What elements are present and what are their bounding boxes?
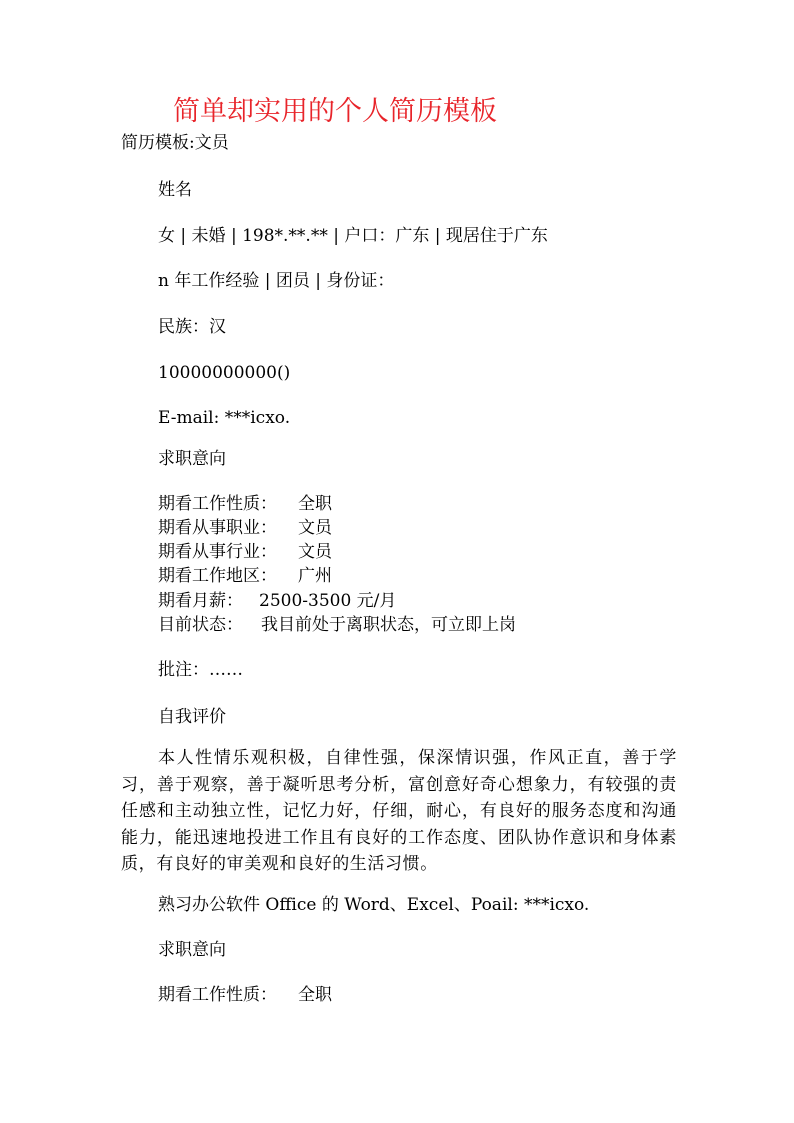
intent-value: 全职 <box>298 494 332 514</box>
intent-value: 2500-3500 元/月 <box>259 591 397 611</box>
intent-item <box>158 540 332 564</box>
intent-value: 广州 <box>298 566 332 586</box>
intent-key: 目前状态： <box>158 615 243 635</box>
self-evaluation-heading: 自我评价 <box>158 707 226 727</box>
intent-item <box>158 589 396 613</box>
ethnicity-line: 民族：汉 <box>158 317 226 337</box>
intent-value: 我目前处于离职状态，可立即上岗 <box>261 615 516 635</box>
self-evaluation-paragraph: 本人性情乐观积极，自律性强，保深情识强，作风正直，善于学习，善于观察，善于凝听思考分析，富创意好奇心想象力，有较强的责任感和主动独立性，记忆力好，仔细，耐心，有良好的服务态度和沟通能力，能迅速地投进工作且有良好的工作态度、团队协作意识和身体素质，有良好的审美观和良好的生活习惯。 <box>121 748 677 874</box>
intent-key: 期看从事行业： <box>158 542 277 562</box>
skills-line: 熟习办公软件 Office 的 Word、Excel、Poail: ***icxo. <box>158 895 590 915</box>
email-line: E-mail: ***icxo. <box>158 408 291 428</box>
intent-item <box>158 613 516 637</box>
intent-item <box>158 492 332 516</box>
intent-key: 期看月薪： <box>158 591 243 611</box>
document-title: 简单却实用的个人简历模板 <box>173 96 497 127</box>
intent-key: 期看从事职业： <box>158 518 277 538</box>
job-intent-heading-2: 求职意向 <box>158 940 226 960</box>
personal-info-line-1: 女 | 未婚 | 198*.**.** | 户口：广东 | 现居住于广东 <box>158 226 548 246</box>
intent-value: 文员 <box>298 542 332 562</box>
intent-key: 期看工作性质： <box>158 494 277 514</box>
personal-info-line-2: n 年工作经验 | 团员 | 身份证： <box>158 271 395 291</box>
intent-key: 期看工作性质： <box>158 985 277 1005</box>
phone-line: 10000000000() <box>158 363 291 383</box>
remark-line: 批注：…… <box>158 660 243 680</box>
intent-item <box>158 564 332 588</box>
intent-key: 期看工作地区： <box>158 566 277 586</box>
intent-value: 全职 <box>298 985 332 1005</box>
job-intent-heading: 求职意向 <box>158 449 226 469</box>
intent-item <box>158 983 332 1007</box>
intent-value: 文员 <box>298 518 332 538</box>
document-subtitle: 简历模板:文员 <box>121 133 229 153</box>
name-label: 姓名 <box>158 180 192 200</box>
intent-item <box>158 516 332 540</box>
